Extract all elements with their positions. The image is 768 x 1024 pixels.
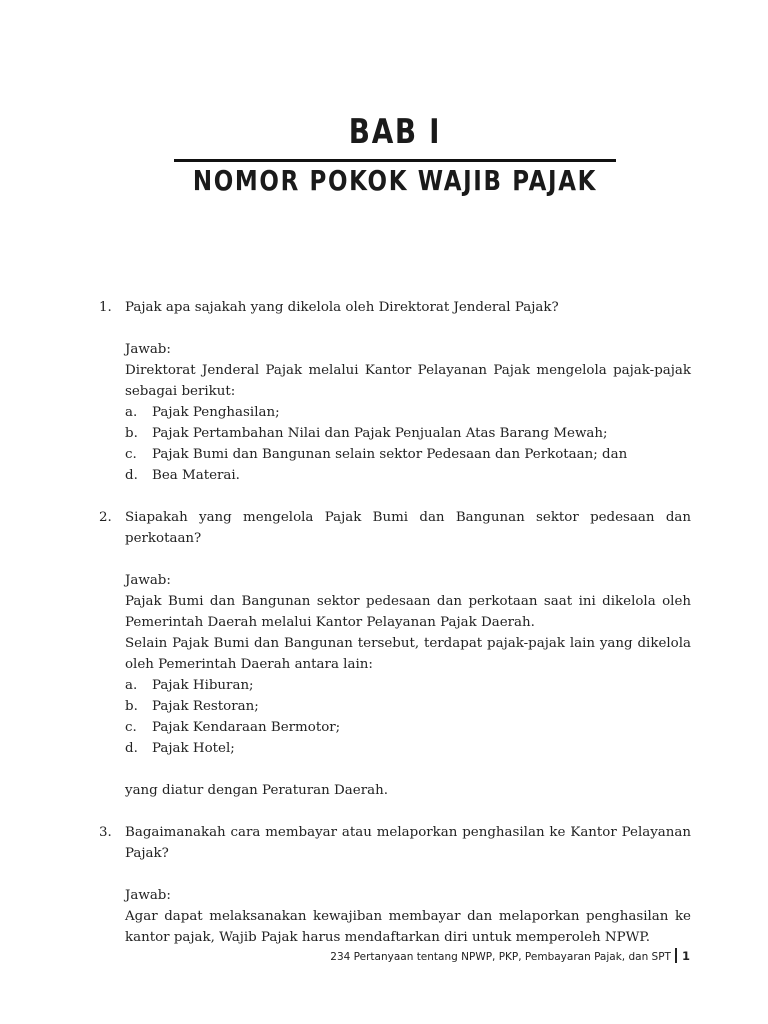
list-item [125,675,691,696]
list-item-text: Pajak Pertambahan Nilai dan Pajak Penjualan Atas Barang Mewah; [152,426,608,441]
list-item [125,465,691,486]
question-number: 1. [99,300,112,315]
list-item-letter: a. [125,405,138,420]
list-item-letter: a. [125,678,138,693]
list-item-letter: c. [125,720,137,735]
list-item-text: Pajak Hiburan; [152,678,254,693]
chapter-heading: BAB I [348,112,442,152]
list-item [125,696,691,717]
footer-divider [675,948,677,963]
question-text: Siapakah yang mengelola Pajak Bumi dan Bangunan sektor pedesaan dan perkotaan? [125,510,691,546]
list-item-text: Pajak Penghasilan; [152,405,280,420]
answer-paragraph: Agar dapat melaksanakan kewajiban membayar dan melaporkan penghasilan ke kantor pajak, Wajib Pajak harus mendaftarkan diri untuk memperoleh NPWP. [125,909,691,945]
answer-paragraph: Pajak Bumi dan Bangunan sektor pedesaan dan perkotaan saat ini dikelola oleh Pemerintah Daerah melalui Kantor Pelayanan Pajak Daerah. [125,594,691,630]
list-item-letter: b. [125,699,138,714]
answer-block [125,339,691,486]
question-block [99,822,691,948]
qa-list [99,297,691,969]
list-item-text: Pajak Bumi dan Bangunan selain sektor Pedesaan dan Perkotaan; dan [152,447,628,462]
list-item-letter: d. [125,468,138,483]
question-text: Pajak apa sajakah yang dikelola oleh Direktorat Jenderal Pajak? [125,300,559,315]
list-item [125,717,691,738]
list-item [125,423,691,444]
list-item-letter: c. [125,447,137,462]
heading-rule [174,159,616,162]
question-block [99,507,691,801]
answer-paragraph: Selain Pajak Bumi dan Bangunan tersebut, terdapat pajak-pajak lain yang dikelola oleh Pemerintah Daerah antara lain: [125,636,691,672]
answer-label: Jawab: [125,342,171,357]
answer-closing: yang diatur dengan Peraturan Daerah. [125,783,388,798]
question-text: Bagaimanakah cara membayar atau melaporkan penghasilan ke Kantor Pelayanan Pajak? [125,825,691,861]
page-footer [330,948,690,963]
list-item-text: Pajak Restoran; [152,699,259,714]
answer-block [125,885,691,948]
list-item [125,738,691,759]
question-number: 2. [99,510,112,525]
list-item-letter: b. [125,426,138,441]
answer-label: Jawab: [125,888,171,903]
page-number: 1 [681,949,690,963]
list-item-text: Pajak Kendaraan Bermotor; [152,720,341,735]
footer-book-title: 234 Pertanyaan tentang NPWP, PKP, Pembayaran Pajak, dan SPT [330,951,671,963]
list-item-text: Bea Materai. [152,468,240,483]
answer-paragraph: Direktorat Jenderal Pajak melalui Kantor Pelayanan Pajak mengelola pajak-pajak sebagai berikut: [125,363,691,399]
question-block [99,297,691,486]
answer-label: Jawab: [125,573,171,588]
list-item-text: Pajak Hotel; [152,741,235,756]
list-item [125,402,691,423]
answer-block [125,570,691,801]
list-item-letter: d. [125,741,138,756]
question-number: 3. [99,825,112,840]
chapter-title: NOMOR POKOK WAJIB PAJAK [192,164,598,197]
list-item [125,444,691,465]
